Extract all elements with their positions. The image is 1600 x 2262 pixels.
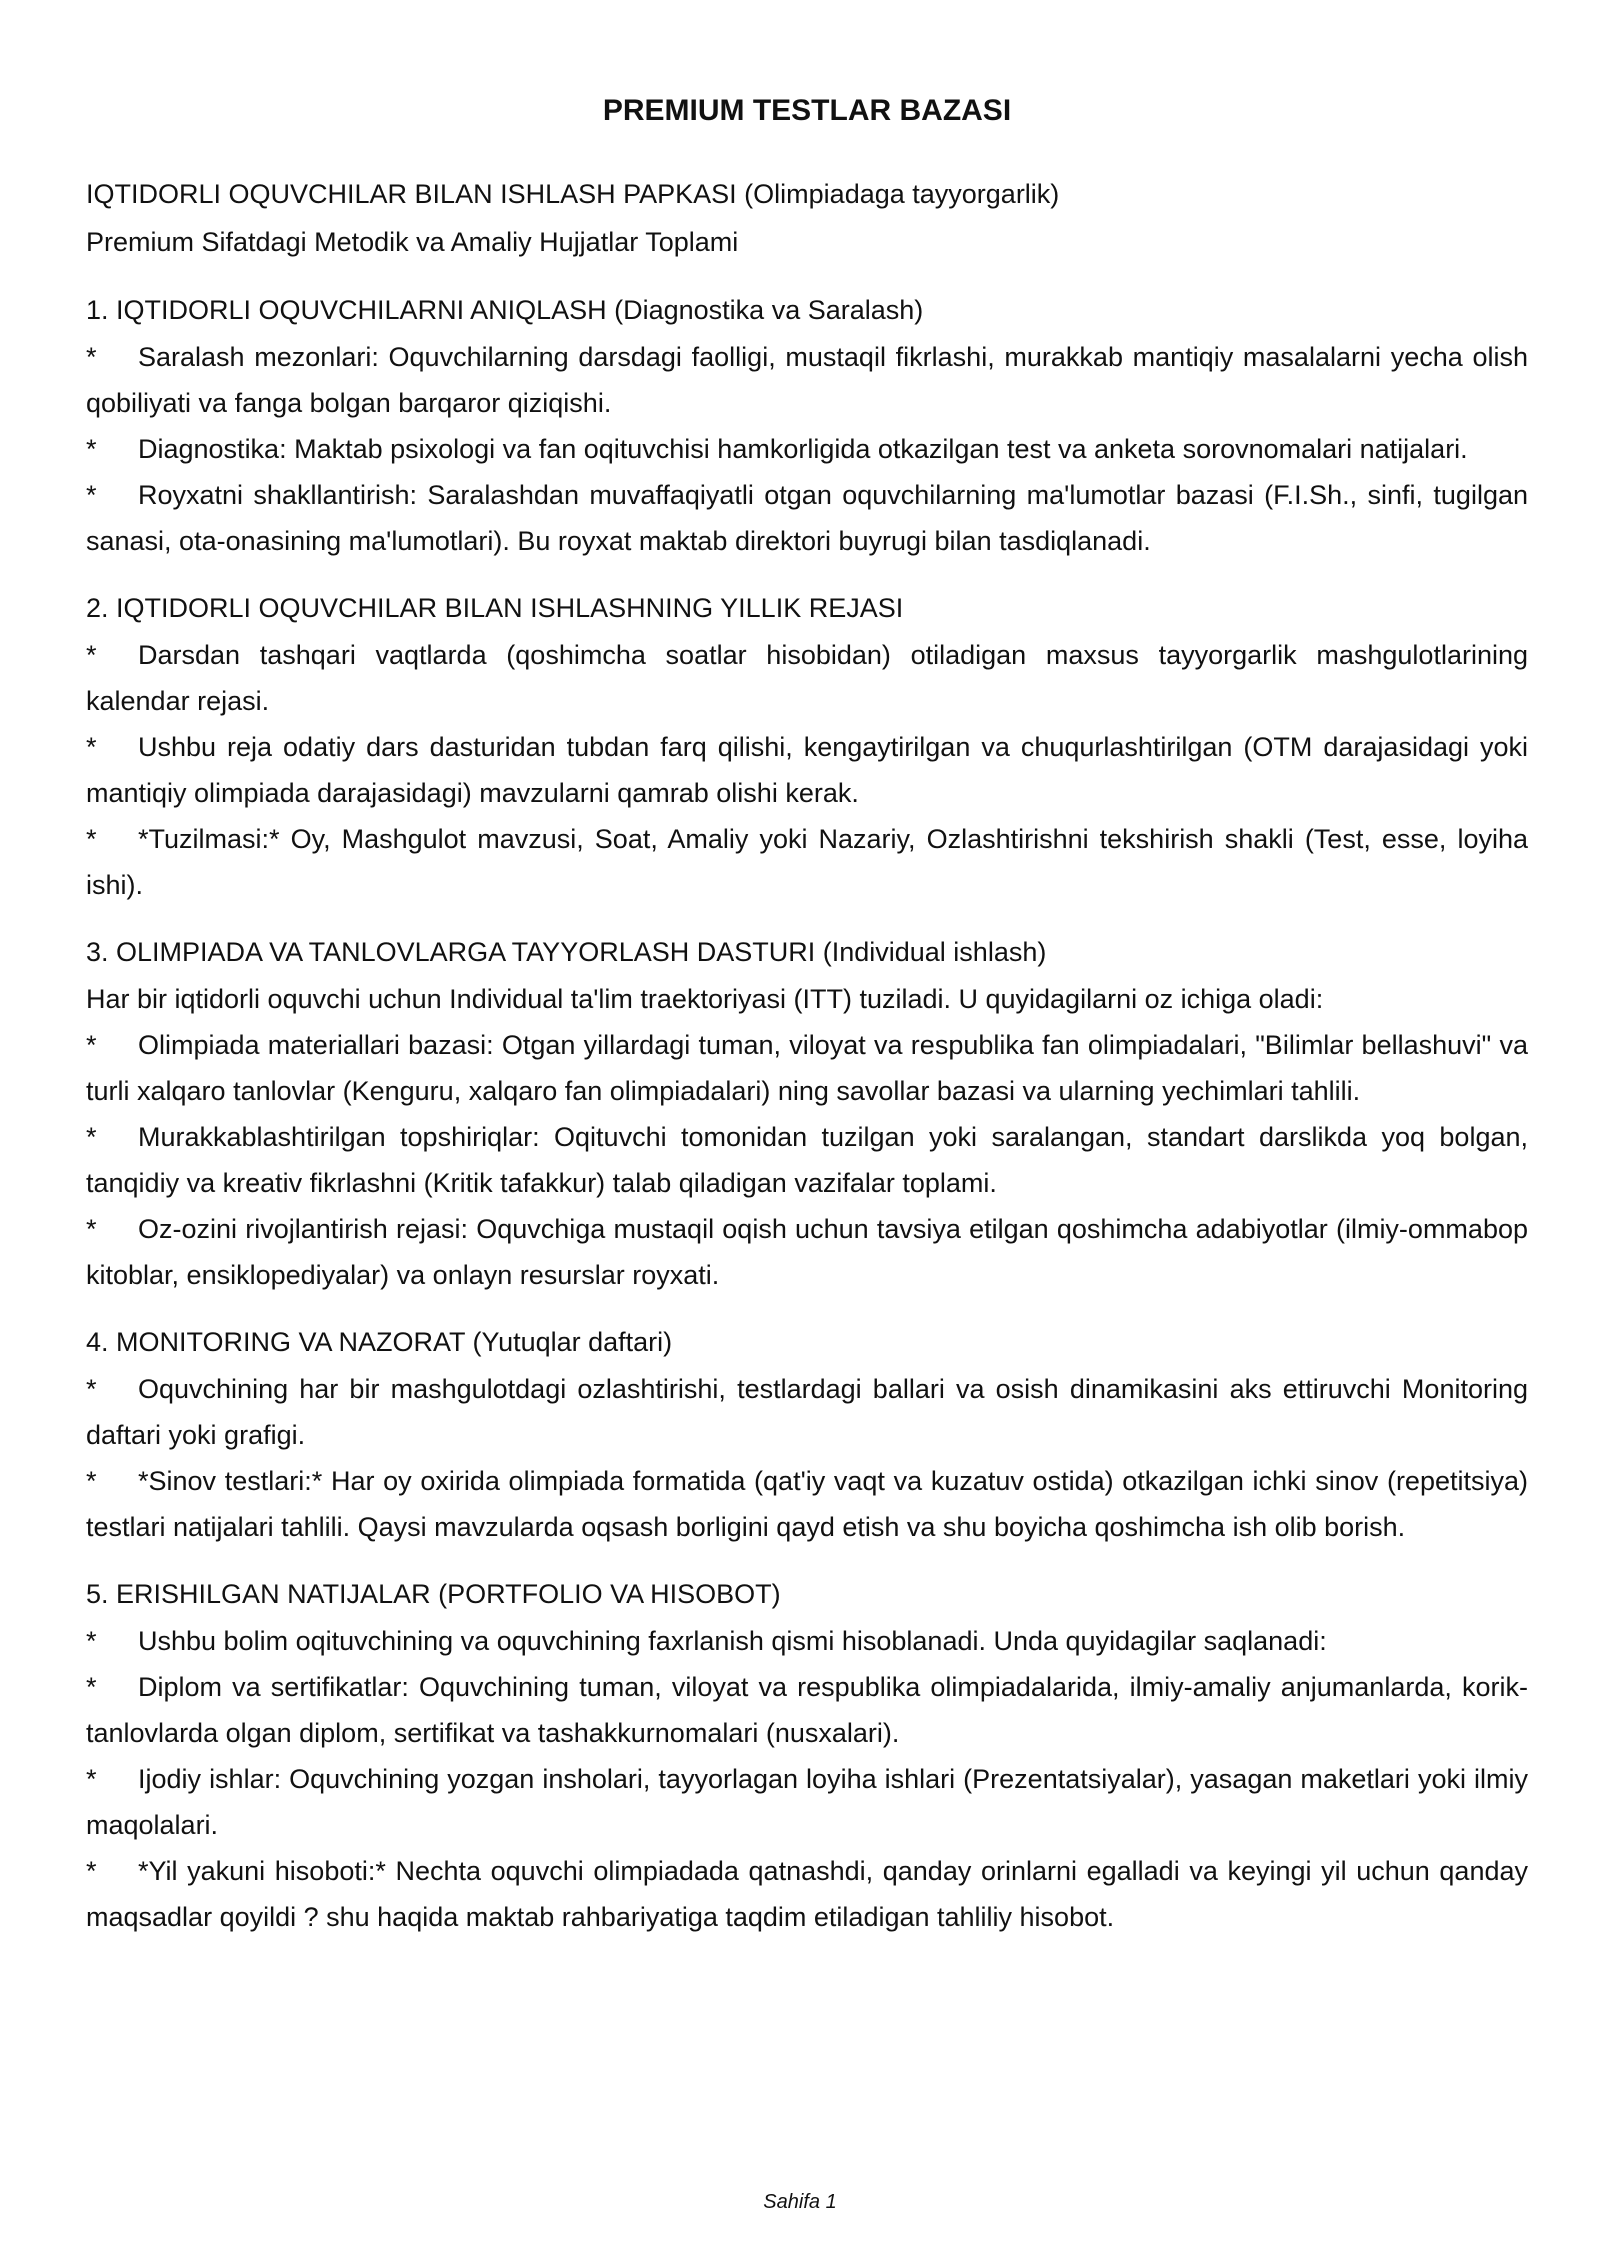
list-item (86, 1114, 1528, 1206)
section-identification (86, 286, 1528, 564)
section-results (86, 1570, 1528, 1940)
list-item (86, 1848, 1528, 1940)
list-item-text: Ushbu reja odatiy dars dasturidan tubdan farq qilishi, kengaytirilgan va chuqurlashtirilgan (OTM darajasidagi yoki mantiqiy olimpiada darajasidagi) mavzularni qamrab olishi kerak. (86, 732, 1528, 808)
section-heading: 1. IQTIDORLI OQUVCHILARNI ANIQLASH (Diagnostika va Saralash) (86, 295, 924, 325)
list-item-text: *Tuzilmasi:* Oy, Mashgulot mavzusi, Soat, Amaliy yoki Nazariy, Ozlashtirishni tekshirish shakli (Test, esse, loyiha ishi). (86, 824, 1528, 900)
list-item (86, 1366, 1528, 1458)
bullet-marker: * (86, 732, 97, 762)
intro-line: Premium Sifatdagi Metodik va Amaliy Hujjatlar Toplami (86, 227, 739, 257)
list-item-text: Olimpiada materiallari bazasi: Otgan yillardagi tuman, viloyat va respublika fan olimpiadalari, "Bilimlar bellashuvi" va turli xalqaro tanlovlar (Kenguru, xalqaro fan olimpiadalari) ning savollar bazasi va ularning yechimlari tahlili. (86, 1030, 1528, 1106)
bullet-marker: * (86, 342, 97, 372)
section-heading: 2. IQTIDORLI OQUVCHILAR BILAN ISHLASHNING YILLIK REJASI (86, 593, 904, 623)
section-heading: 5. ERISHILGAN NATIJALAR (PORTFOLIO VA HISOBOT) (86, 1579, 781, 1609)
list-item-text: Diagnostika: Maktab psixologi va fan oqituvchisi hamkorligida otkazilgan test va anketa sorovnomalari natijalari. (138, 434, 1468, 464)
list-item-text: Murakkablashtirilgan topshiriqlar: Oqituvchi tomonidan tuzilgan yoki saralangan, standart darslikda yoq bolgan, tanqidiy va kreativ fikrlashni (Kritik tafakkur) talab qiladigan vazifalar toplami. (86, 1122, 1528, 1198)
bullet-marker: * (86, 1374, 97, 1404)
list-item (86, 632, 1528, 724)
section-heading: 4. MONITORING VA NAZORAT (Yutuqlar daftari) (86, 1327, 673, 1357)
list-item-text: Saralash mezonlari: Oquvchilarning darsdagi faolligi, mustaqil fikrlashi, murakkab mantiqiy masalalarni yecha olish qobiliyati va fanga bolgan barqaror qiziqishi. (86, 342, 1528, 418)
list-item (86, 334, 1528, 426)
bullet-marker: * (86, 1030, 97, 1060)
list-item-text: Diplom va sertifikatlar: Oquvchining tuman, viloyat va respublika olimpiadalarida, ilmiy-amaliy anjumanlarda, korik-tanlovlarda olgan diplom, sertifikat va tashakkurnomalari (nusxalari). (86, 1672, 1528, 1748)
list-item (86, 816, 1528, 908)
document-title: PREMIUM TESTLAR BAZASI (602, 94, 1012, 127)
section-annual-plan (86, 584, 1528, 908)
bullet-marker: * (86, 1672, 97, 1702)
bullet-marker: * (86, 1764, 97, 1794)
list-item (86, 1756, 1528, 1848)
list-item (86, 472, 1528, 564)
list-item-text: Ushbu bolim oqituvchining va oquvchining faxrlanish qismi hisoblanadi. Unda quyidagilar saqlanadi: (138, 1626, 1327, 1656)
bullet-marker: * (86, 1856, 97, 1886)
intro-line: IQTIDORLI OQUVCHILAR BILAN ISHLASH PAPKASI (Olimpiadaga tayyorgarlik) (86, 179, 1060, 209)
bullet-marker: * (86, 1214, 97, 1244)
list-item (86, 1206, 1528, 1298)
list-item (86, 724, 1528, 816)
section-heading: 3. OLIMPIADA VA TANLOVLARGA TAYYORLASH DASTURI (Individual ishlash) (86, 937, 1047, 967)
list-item (86, 1664, 1528, 1756)
bullet-marker: * (86, 480, 97, 510)
section-monitoring (86, 1318, 1528, 1550)
bullet-marker: * (86, 1122, 97, 1152)
list-item-text: Oquvchining har bir mashgulotdagi ozlashtirishi, testlardagi ballari va osish dinamikasini aks ettiruvchi Monitoring daftari yoki grafigi. (86, 1374, 1528, 1450)
bullet-marker: * (86, 434, 97, 464)
bullet-marker: * (86, 1626, 97, 1656)
list-item-text: Darsdan tashqari vaqtlarda (qoshimcha soatlar hisobidan) otiladigan maxsus tayyorgarlik mashgulotlarining kalendar rejasi. (86, 640, 1528, 716)
list-item-text: Oz-ozini rivojlantirish rejasi: Oquvchiga mustaqil oqish uchun tavsiya etilgan qoshimcha adabiyotlar (ilmiy-ommabop kitoblar, ensiklopediyalar) va onlayn resurslar royxati. (86, 1214, 1528, 1290)
bullet-marker: * (86, 1466, 97, 1496)
list-item (86, 1458, 1528, 1550)
section-lead: Har bir iqtidorli oquvchi uchun Individual ta'lim traektoriyasi (ITT) tuziladi. U quyidagilarni oz ichiga oladi: (86, 984, 1324, 1014)
document-intro (86, 170, 1528, 266)
list-item-text: Royxatni shakllantirish: Saralashdan muvaffaqiyatli otgan oquvchilarning ma'lumotlar bazasi (F.I.Sh., sinfi, tugilgan sanasi, ota-onasining ma'lumotlari). Bu royxat maktab direktori buyrugi bilan tasdiqlanadi. (86, 480, 1528, 556)
list-item-text: *Yil yakuni hisoboti:* Nechta oquvchi olimpiadada qatnashdi, qanday orinlarni egalladi va keyingi yil uchun qanday maqsadlar qoyildi ? shu haqida maktab rahbariyatiga taqdim etiladigan tahliliy hisobot. (86, 1856, 1528, 1932)
bullet-marker: * (86, 640, 97, 670)
section-olympiad-program (86, 928, 1528, 1298)
list-item (86, 426, 1528, 472)
list-item-text: *Sinov testlari:* Har oy oxirida olimpiada formatida (qat'iy vaqt va kuzatuv ostida) otkazilgan ichki sinov (repetitsiya) testlari natijalari tahlili. Qaysi mavzularda oqsash borligini qayd etish va shu boyicha qoshimcha ish olib borish. (86, 1466, 1528, 1542)
list-item (86, 1022, 1528, 1114)
list-item (86, 1618, 1528, 1664)
bullet-marker: * (86, 824, 97, 854)
document-page (86, 86, 1528, 1960)
page-number: Sahifa 1 (763, 2191, 837, 2213)
list-item-text: Ijodiy ishlar: Oquvchining yozgan insholari, tayyorlagan loyiha ishlari (Prezentatsiyalar), yasagan maketlari yoki ilmiy maqolalari. (86, 1764, 1528, 1840)
